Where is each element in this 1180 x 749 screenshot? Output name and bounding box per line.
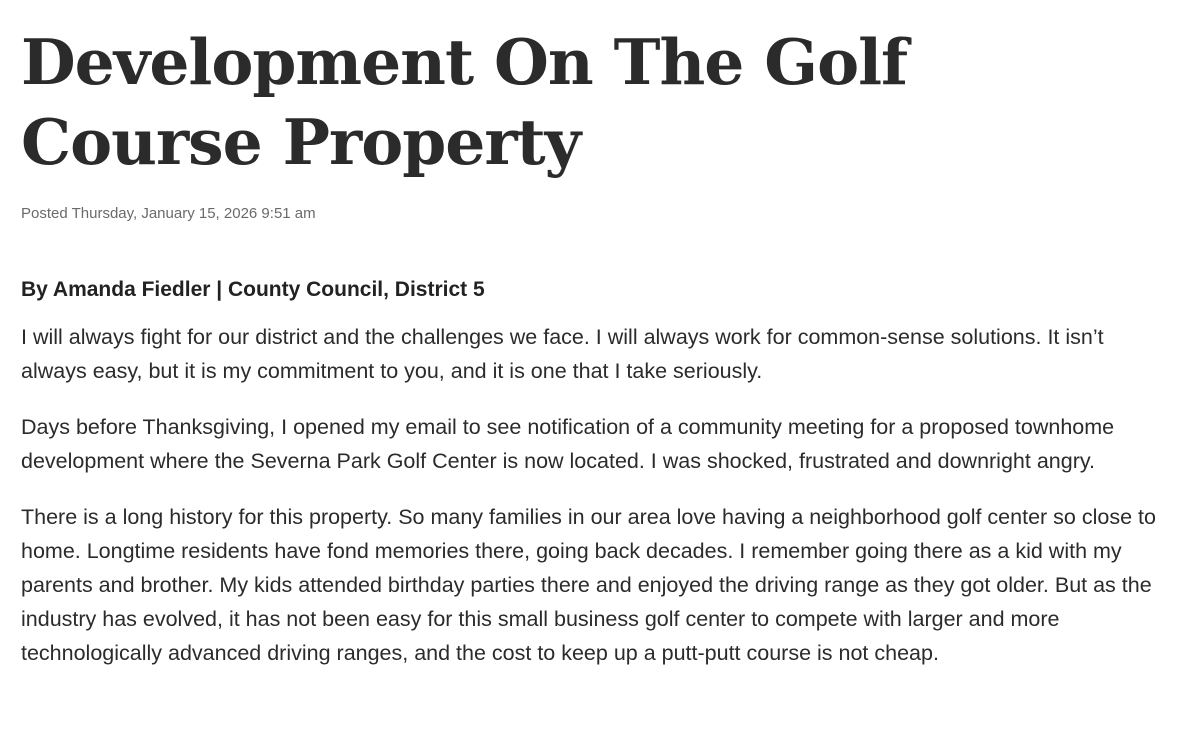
article [21, 22, 1161, 670]
posted-date: Posted Thursday, January 15, 2026 9:51 am [21, 205, 316, 222]
article-paragraph: There is a long history for this property. So many families in our area love having a neighborhood golf center so close to home. Longtime residents have fond memories there, going back decades. I remember going there as a kid with my parents and brother. My kids attended birthday parties there and enjoyed the driving range as they got older. But as the industry has evolved, it has not been easy for this small business golf center to compete with larger and more technologically advanced driving ranges, and the cost to keep up a putt-putt course is not cheap. [21, 505, 1156, 665]
article-title: Development On The Golf Course Property [21, 25, 908, 179]
article-paragraph: I will always fight for our district and the challenges we face. I will always work for common-sense solutions. It isn’t always easy, but it is my commitment to you, and it is one that I take seriously. [21, 325, 1104, 383]
author-byline: By Amanda Fiedler | County Council, District 5 [21, 278, 485, 301]
article-paragraph: Days before Thanksgiving, I opened my email to see notification of a community meeting for a proposed townhome development where the Severna Park Golf Center is now located. I was shocked, frustrated and downright angry. [21, 415, 1115, 473]
